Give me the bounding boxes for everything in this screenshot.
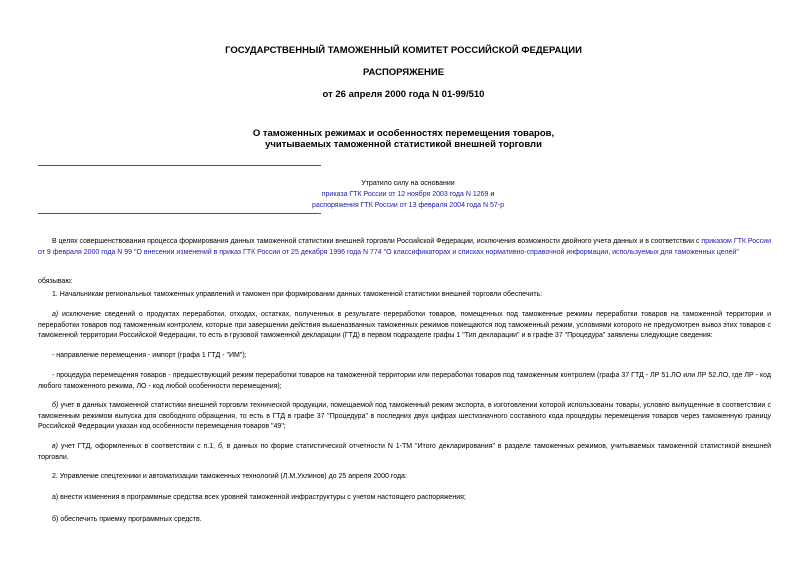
bottom-divider bbox=[38, 213, 321, 214]
item-2b: б) обеспечить приемку программных средств. bbox=[52, 516, 202, 523]
item-1a-text: исключение сведений о продуктах переработки, отходах, остатках, полученных в результате переработки товаров, помещенных под таможенные режимы переработки товаров на таможенной территории и переработки товаров под таможенным контролем, которые при завершении действия вышеназванных таможенных режимов помещаются под таможенный режим, условиями которого не предусмотрен вывоз этих товаров с таможенной территории Российской Федерации, то есть в грузовой таможенной декларации (ГТД) в первом подразделе графы 1 "Тип декларации" и в графе 37 "Процедура" заявлены следующие сведения: bbox=[38, 311, 771, 339]
item-1b-label: б) bbox=[52, 402, 59, 409]
document-date-number: от 26 апреля 2000 года N 01-99/510 bbox=[322, 89, 485, 100]
item-1: 1. Начальникам региональных таможенных управлений и таможен при формировании данных таможенной статистики внешней торговли обеспечить: bbox=[52, 291, 543, 298]
document-type: РАСПОРЯЖЕНИЕ bbox=[362, 67, 445, 78]
document-title-line-1: О таможенных режимах и особенностях перемещения товаров, bbox=[252, 128, 555, 139]
item-1v-label: в) bbox=[52, 443, 58, 450]
item-1v-text-2: в данных по форме статистической отчетности N 1-ТМ "Итого декларирования" в разделе таможенных режимов, учитываемых таможенной статистикой внешней торговли. bbox=[38, 443, 772, 461]
item-2: 2. Управление спецтехники и автоматизации таможенных технологий (Л.М.Ухлинов) до 25 апреля 2000 года: bbox=[52, 473, 407, 480]
dash-direction: - направление перемещения - импорт (графа 1 ГТД - "ИМ"); bbox=[52, 352, 247, 359]
item-1v-text: учет ГТД, оформленных в соответствии с п.1, bbox=[58, 443, 218, 450]
dash-procedure: - процедура перемещения товаров - предшествующий режим переработки товаров на таможенной территории или переработки товаров под таможенным контролем (графа 37 ГТД - ЛР 51.ЛО или ЛР 52.ЛО, где ЛР - код любого таможенного режима, ЛО - код любой особенности перемещения); bbox=[38, 372, 771, 390]
repeal-notice-line-2 bbox=[276, 189, 540, 200]
repeal-directive-link[interactable]: распоряжения ГТК России от 13 февраля 2004 года N 57-р bbox=[312, 202, 504, 209]
item-1a-label: а) bbox=[52, 311, 59, 318]
organization-name: ГОСУДАРСТВЕННЫЙ ТАМОЖЕННЫЙ КОМИТЕТ РОССИЙСКОЙ ФЕДЕРАЦИИ bbox=[225, 45, 582, 56]
repeal-notice-conj: и bbox=[488, 191, 495, 198]
item-1v bbox=[38, 442, 771, 463]
intro-paragraph bbox=[38, 237, 771, 258]
repeal-notice bbox=[276, 178, 540, 211]
item-1a bbox=[38, 310, 771, 342]
repeal-order-link[interactable]: приказа ГТК России от 12 ноября 2003 года N 1269 bbox=[321, 191, 489, 198]
obligation-word: обязываю: bbox=[38, 278, 73, 285]
repeal-notice-text: Утратило силу на основании bbox=[361, 180, 455, 187]
intro-text: В целях совершенствования процесса формирования данных таможенной статистики внешней торговли Российской Федерации, исключения возможности двойного учета данных и в соответствии с bbox=[52, 238, 702, 245]
top-divider bbox=[38, 165, 321, 166]
item-1v-ref: б, bbox=[217, 443, 224, 450]
item-2a: а) внести изменения в программные средства всех уровней таможенной инфраструктуры с учетом настоящего распоряжения; bbox=[52, 494, 466, 501]
order-99-link[interactable]: приказом ГТК России от 9 февраля 2000 года N 99 "О внесении изменений в приказ ГТК России от 25 декабря 1996 года N 774 "О классификаторах и списках нормативно-справочной информации, используемых для таможенных целей" bbox=[38, 238, 771, 256]
item-1b bbox=[38, 401, 771, 433]
document-title-line-2: учитываемых таможенной статистикой внешней торговли bbox=[265, 139, 542, 150]
item-1b-text: учет в данных таможенной статистики внешней торговли технической продукции, помещаемой под таможенный режим экспорта, в изготовлении которой использованы товары, условно выпущенные в соответствии с таможенным режимом выпуска для свободного обращения, то есть в ГТД в графе 37 "Процедура" в последних двух цифрах шестизначного составного кода процедуры перемещения товаров через таможенную границу Российской Федерации указан код особенности перемещения товаров "49"; bbox=[38, 402, 771, 430]
